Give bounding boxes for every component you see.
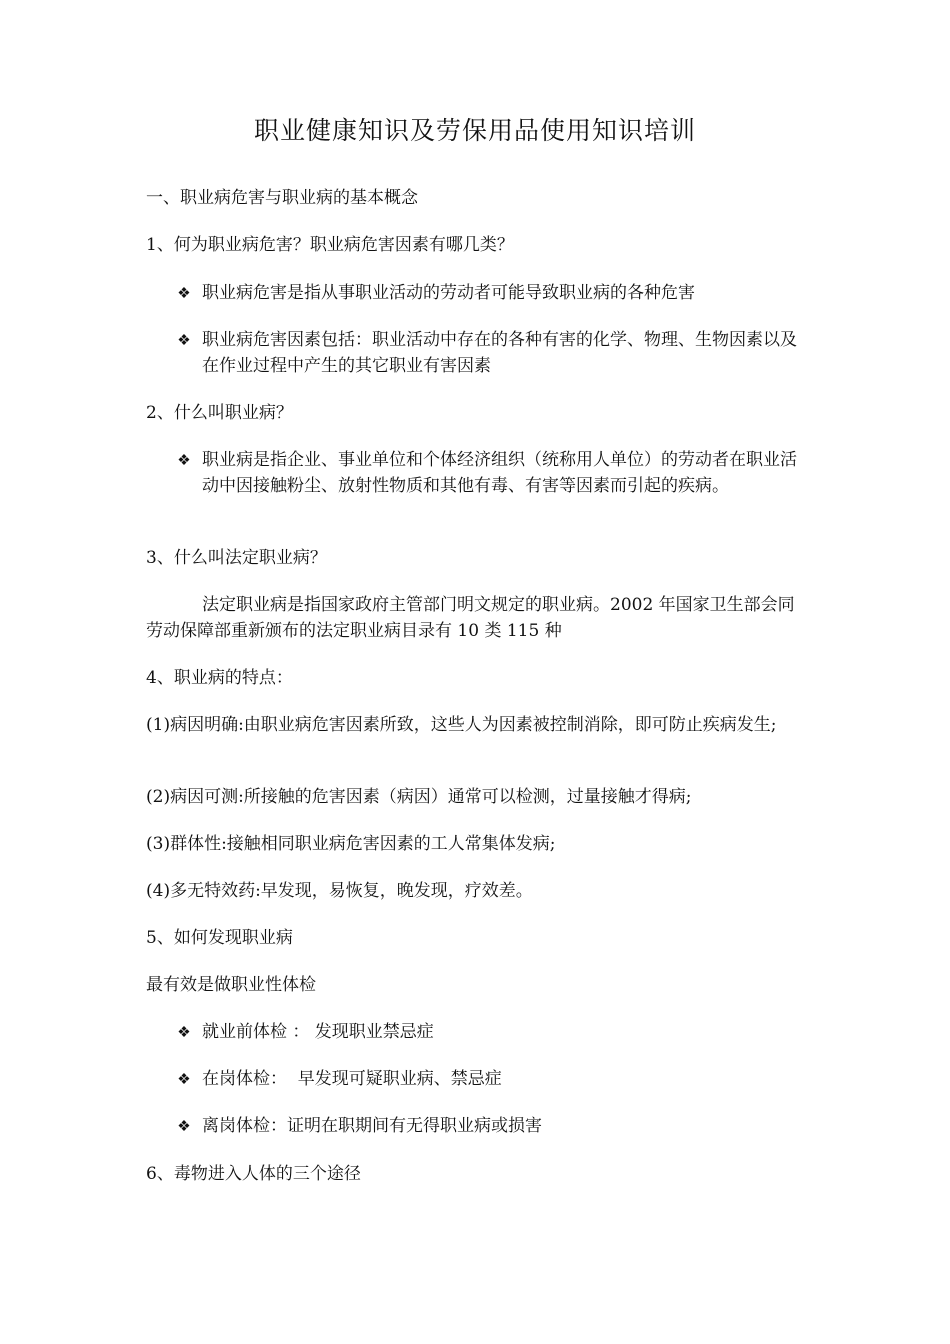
bullet-text: 职业病危害因素包括：职业活动中存在的各种有害的化学、物理、生物因素以及在作业过程中产生的其它职业有害因素	[202, 330, 797, 376]
paragraph: 法定职业病是指国家政府主管部门明文规定的职业病。2002 年国家卫生部会同劳动保障部重新颁布的法定职业病目录有 10 类 115 种	[146, 595, 795, 641]
document-title: 职业健康知识及劳保用品使用知识培训	[253, 116, 696, 145]
question-3: 3、什么叫法定职业病？	[146, 548, 327, 568]
diamond-bullet-icon: ❖	[177, 331, 191, 349]
diamond-bullet-icon: ❖	[177, 451, 191, 469]
bullet-text: 职业病危害是指从事职业活动的劳动者可能导致职业病的各种危害	[202, 283, 695, 303]
bullet-item	[174, 1019, 810, 1045]
list-item: (4)多无特效药:早发现，易恢复，晚发现，疗效差。	[146, 881, 533, 901]
diamond-bullet-icon: ❖	[177, 1070, 191, 1088]
question-5: 5、如何发现职业病	[146, 928, 293, 948]
bullet-item	[174, 447, 810, 499]
bullet-item	[174, 1066, 810, 1092]
list-item: (3)群体性:接触相同职业病危害因素的工人常集体发病;	[146, 834, 556, 854]
bullet-text: 在岗体检： 早发现可疑职业病、禁忌症	[202, 1069, 502, 1089]
diamond-bullet-icon: ❖	[177, 1117, 191, 1135]
bullet-item	[174, 280, 810, 306]
question-6: 6、毒物进入人体的三个途径	[146, 1164, 361, 1184]
bullet-text: 就业前体检 ： 发现职业禁忌症	[202, 1022, 434, 1042]
bullet-text: 职业病是指企业、事业单位和个体经济组织（统称用人单位）的劳动者在职业活动中因接触粉尘、放射性物质和其他有毒、有害等因素而引起的疾病。	[202, 450, 797, 496]
bullet-item	[174, 1113, 810, 1139]
question-2: 2、什么叫职业病？	[146, 403, 293, 423]
diamond-bullet-icon: ❖	[177, 284, 191, 302]
list-item: (2)病因可测:所接触的危害因素（病因）通常可以检测，过量接触才得病;	[146, 787, 692, 807]
diamond-bullet-icon: ❖	[177, 1023, 191, 1041]
paragraph: 最有效是做职业性体检	[146, 975, 316, 995]
bullet-text: 离岗体检：证明在职期间有无得职业病或损害	[202, 1116, 542, 1136]
list-item: (1)病因明确:由职业病危害因素所致，这些人为因素被控制消除，即可防止疾病发生;	[146, 715, 777, 735]
question-4: 4、职业病的特点：	[146, 668, 293, 688]
bullet-item	[174, 327, 810, 379]
section-heading: 一、职业病危害与职业病的基本概念	[146, 188, 418, 208]
question-1: 1、何为职业病危害？职业病危害因素有哪几类？	[146, 235, 514, 255]
